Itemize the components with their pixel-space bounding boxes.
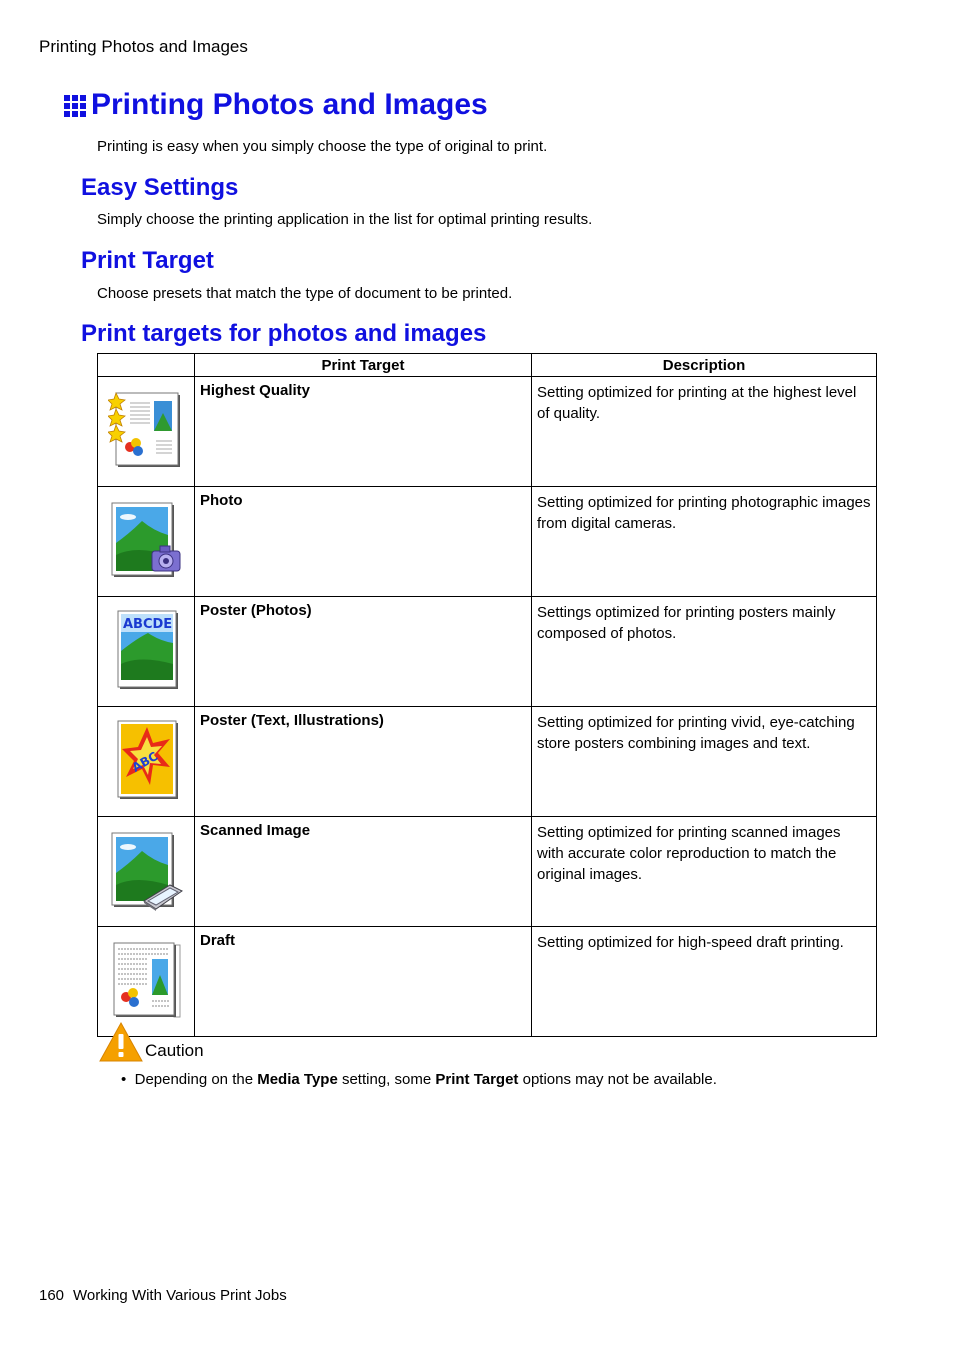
heading-easy-settings: Easy Settings bbox=[81, 174, 239, 201]
heading-print-targets-table: Print targets for photos and images bbox=[81, 320, 487, 347]
page-title: Printing Photos and Images bbox=[91, 88, 488, 121]
scanned-image-icon bbox=[108, 829, 184, 911]
table-row bbox=[98, 817, 877, 927]
caution-bullet bbox=[121, 1071, 717, 1088]
caution-label: Caution bbox=[145, 1041, 204, 1060]
highest-quality-icon bbox=[108, 389, 184, 471]
caution-term-media-type: Media Type bbox=[257, 1071, 338, 1088]
print-target-name: Scanned Image bbox=[195, 817, 532, 927]
print-target-text: Choose presets that match the type of document to be printed. bbox=[97, 285, 513, 302]
svg-text:ABCDE: ABCDE bbox=[123, 616, 173, 632]
running-header: Printing Photos and Images bbox=[39, 37, 248, 56]
print-target-description: Setting optimized for printing photographic images from digital cameras. bbox=[532, 487, 877, 597]
photo-camera-icon bbox=[108, 499, 184, 581]
caution-text-suffix: options may not be available. bbox=[522, 1071, 717, 1088]
print-target-name: Photo bbox=[195, 487, 532, 597]
print-target-description: Setting optimized for high-speed draft printing. bbox=[532, 927, 877, 1037]
footer-chapter: Working With Various Print Jobs bbox=[73, 1287, 287, 1304]
print-target-name: Poster (Photos) bbox=[195, 597, 532, 707]
warning-icon bbox=[99, 1022, 143, 1062]
print-target-description: Setting optimized for printing vivid, eye-catching store posters combining images and text. bbox=[532, 707, 877, 817]
print-targets-table bbox=[97, 353, 877, 1037]
caution-text-prefix: Depending on the bbox=[134, 1071, 254, 1088]
print-target-name: Highest Quality bbox=[195, 377, 532, 487]
poster-text-icon bbox=[108, 719, 184, 801]
caution-text-middle: setting, some bbox=[341, 1071, 432, 1088]
grid-icon bbox=[64, 95, 86, 117]
table-row bbox=[98, 927, 877, 1037]
print-target-description: Setting optimized for printing scanned images with accurate color reproduction to match the original images. bbox=[532, 817, 877, 927]
bullet-mark: • bbox=[121, 1071, 127, 1088]
draft-icon bbox=[108, 939, 184, 1021]
table-row bbox=[98, 597, 877, 707]
poster-photos-icon bbox=[108, 609, 184, 691]
caution-block bbox=[99, 1022, 204, 1062]
print-target-name: Draft bbox=[195, 927, 532, 1037]
caution-term-print-target: Print Target bbox=[435, 1071, 519, 1088]
table-header-row bbox=[98, 354, 877, 377]
icon-column-header bbox=[98, 354, 195, 377]
table-row bbox=[98, 707, 877, 817]
table-row bbox=[98, 377, 877, 487]
print-target-description: Setting optimized for printing at the highest level of quality. bbox=[532, 377, 877, 487]
description-column-header: Description bbox=[532, 354, 877, 377]
print-target-description: Settings optimized for printing posters mainly composed of photos. bbox=[532, 597, 877, 707]
page-footer bbox=[39, 1287, 287, 1304]
intro-text: Printing is easy when you simply choose the type of original to print. bbox=[97, 138, 548, 155]
page-title-block bbox=[64, 88, 488, 122]
heading-print-target: Print Target bbox=[81, 247, 214, 274]
print-target-column-header: Print Target bbox=[195, 354, 532, 377]
table-row bbox=[98, 487, 877, 597]
svg-text:ABC: ABC bbox=[129, 748, 161, 775]
print-target-name: Poster (Text, Illustrations) bbox=[195, 707, 532, 817]
page-number: 160 bbox=[39, 1287, 65, 1304]
easy-settings-text: Simply choose the printing application in the list for optimal printing results. bbox=[97, 211, 593, 228]
